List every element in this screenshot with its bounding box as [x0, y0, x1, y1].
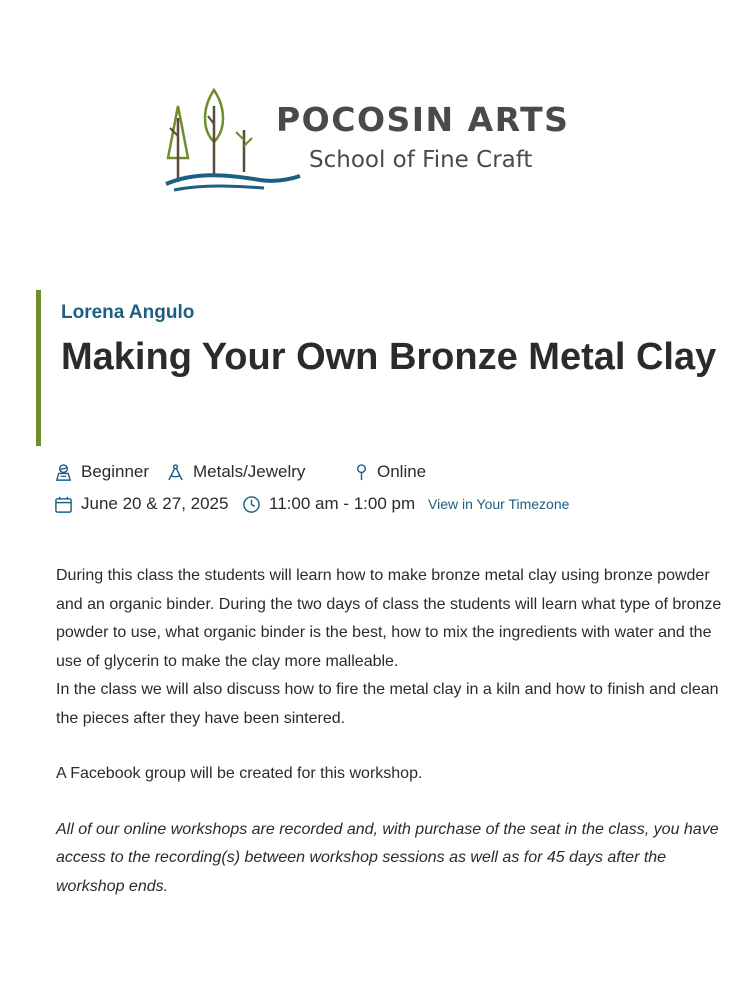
category-meta[interactable] [166, 460, 305, 484]
level-label: Beginner [81, 462, 150, 481]
logo-tagline: School of Fine Craft [309, 147, 533, 173]
page-title: Making Your Own Bronze Metal Clay [61, 336, 717, 378]
clock-icon [242, 495, 261, 514]
view-in-timezone-link[interactable]: View in Your Timezone [428, 496, 570, 512]
time-label: 11:00 am - 1:00 pm [269, 494, 416, 513]
time-meta [242, 492, 415, 516]
level-icon [54, 463, 73, 482]
calendar-icon [54, 495, 73, 514]
date-label: June 20 & 27, 2025 [81, 494, 229, 513]
workshop-header [36, 290, 731, 446]
pocosin-arts-logo[interactable] [164, 88, 594, 192]
level-meta [54, 460, 149, 484]
category-label: Metals/Jewelry [193, 462, 306, 481]
location-pin-icon [352, 463, 371, 482]
recording-policy-note: All of our online workshops are recorded and, with purchase of the seat in the class, you have access to the recording(s) between workshop sessions as well as for 45 days after the workshop ends. [56, 820, 719, 895]
location-label: Online [377, 462, 427, 481]
facebook-group-note: A Facebook group will be created for this workshop. [56, 765, 423, 782]
description-paragraph-1: During this class the students will learn how to make bronze metal clay using bronze powder and an organic binder. During the two days of class the students will learn what type of bronze powder to use, what organic binder is the best, how to mix the ingredients with water and the use of glycerin to make the clay more malleable. [56, 567, 722, 670]
logo-name: POCOSIN ARTS [276, 100, 570, 139]
instructor-name[interactable]: Lorena Angulo [61, 302, 195, 323]
description-paragraph-2: In the class we will also discuss how to fire the metal clay in a kiln and how to finish and clean the pieces after they have been sintered. [56, 681, 719, 727]
date-meta [54, 492, 228, 516]
compass-icon [166, 463, 185, 482]
location-meta [352, 460, 426, 484]
workshop-description [56, 562, 726, 901]
